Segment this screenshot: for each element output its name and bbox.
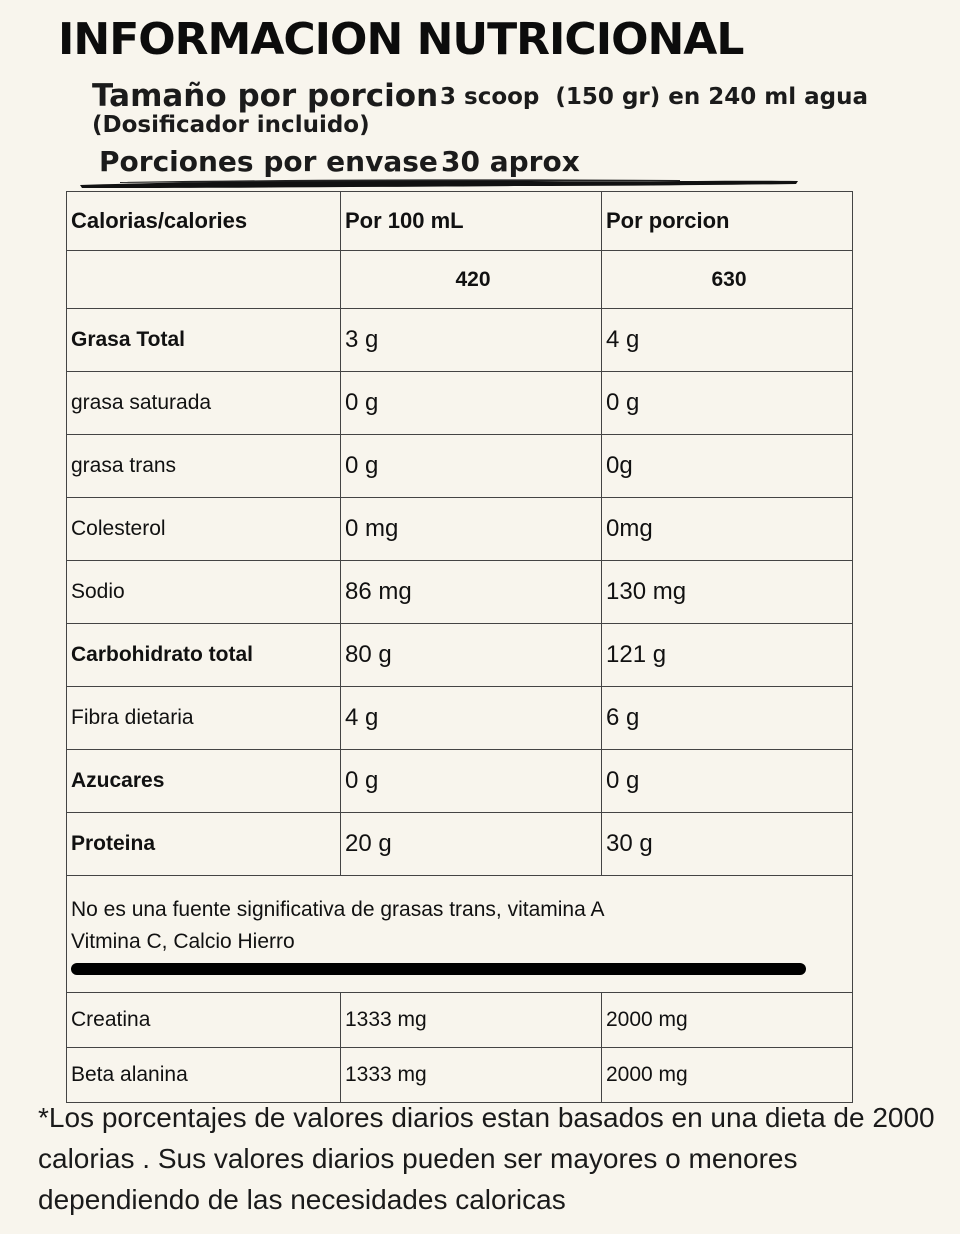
nutrient-name: Colesterol	[67, 498, 341, 561]
nutrient-per-100ml: 0 g	[341, 372, 602, 435]
nutrient-per-serving: 30 g	[602, 813, 853, 876]
nutrient-name: Fibra dietaria	[67, 687, 341, 750]
nutrient-row	[67, 561, 853, 624]
nutrient-per-100ml: 0 g	[341, 435, 602, 498]
nutrient-row	[67, 372, 853, 435]
nutrient-per-serving: 0 g	[602, 372, 853, 435]
nutrient-row	[67, 813, 853, 876]
nutrient-per-serving: 0 g	[602, 750, 853, 813]
calories-name	[67, 251, 341, 309]
serving-size-value: 3 scoop (150 gr) en 240 ml agua	[440, 84, 869, 110]
divider-bar	[71, 963, 806, 975]
supplement-name: Creatina	[67, 993, 341, 1048]
nutrient-per-serving: 121 g	[602, 624, 853, 687]
nutrient-per-serving: 6 g	[602, 687, 853, 750]
disclaimer-cell	[67, 876, 853, 993]
calories-per-100ml: 420	[341, 251, 602, 309]
nutrient-per-100ml: 86 mg	[341, 561, 602, 624]
page-title: INFORMACION NUTRICIONAL	[58, 14, 744, 65]
calories-per-serving: 630	[602, 251, 853, 309]
table-header-row	[67, 192, 853, 251]
nutrient-per-serving: 0mg	[602, 498, 853, 561]
footer-disclaimer: *Los porcentajes de valores diarios estan basados en una dieta de 2000 calorias . Sus valores diarios pueden ser mayores o menores dependiendo de las necesidades caloricas	[38, 1102, 935, 1215]
servings-per-container-value: 30 aprox	[441, 145, 580, 178]
disclaimer-row	[67, 876, 853, 993]
supplement-row	[67, 993, 853, 1048]
nutrient-per-serving: 4 g	[602, 309, 853, 372]
nutrient-row	[67, 624, 853, 687]
calories-row	[67, 251, 853, 309]
serving-size-note: (Dosificador incluido)	[92, 112, 370, 138]
nutrient-per-100ml: 4 g	[341, 687, 602, 750]
nutrient-name: grasa saturada	[67, 372, 341, 435]
nutrient-row	[67, 498, 853, 561]
serving-size-label: Tamaño por porcion	[92, 78, 439, 114]
nutrient-name: Azucares	[67, 750, 341, 813]
header-per-serving: Por porcion	[602, 192, 853, 251]
nutrient-per-100ml: 3 g	[341, 309, 602, 372]
nutrient-name: Carbohidrato total	[67, 624, 341, 687]
nutrient-per-100ml: 20 g	[341, 813, 602, 876]
supplement-row	[67, 1048, 853, 1103]
nutrient-per-100ml: 0 g	[341, 750, 602, 813]
nutrient-name: Grasa Total	[67, 309, 341, 372]
nutrient-name: grasa trans	[67, 435, 341, 498]
header-nutrient: Calorias/calories	[67, 192, 341, 251]
brush-stroke-divider	[80, 176, 800, 190]
nutrient-per-100ml: 80 g	[341, 624, 602, 687]
nutrient-row	[67, 687, 853, 750]
nutrient-per-serving: 130 mg	[602, 561, 853, 624]
header-per-100ml: Por 100 mL	[341, 192, 602, 251]
supplement-per-100ml: 1333 mg	[341, 1048, 602, 1103]
nutrient-name: Sodio	[67, 561, 341, 624]
nutrient-per-serving: 0g	[602, 435, 853, 498]
disclaimer-line-1: No es una fuente significativa de grasas trans, vitamina A	[71, 897, 605, 921]
nutrient-row	[67, 750, 853, 813]
supplement-per-100ml: 1333 mg	[341, 993, 602, 1048]
nutrient-per-100ml: 0 mg	[341, 498, 602, 561]
supplement-per-serving: 2000 mg	[602, 1048, 853, 1103]
supplement-per-serving: 2000 mg	[602, 993, 853, 1048]
nutrient-name: Proteina	[67, 813, 341, 876]
disclaimer-line-2: Vitmina C, Calcio Hierro	[71, 929, 295, 953]
nutrient-row	[67, 435, 853, 498]
nutrition-table	[66, 191, 853, 1103]
servings-per-container-label: Porciones por envase	[99, 145, 438, 178]
nutrient-row	[67, 309, 853, 372]
supplement-name: Beta alanina	[67, 1048, 341, 1103]
